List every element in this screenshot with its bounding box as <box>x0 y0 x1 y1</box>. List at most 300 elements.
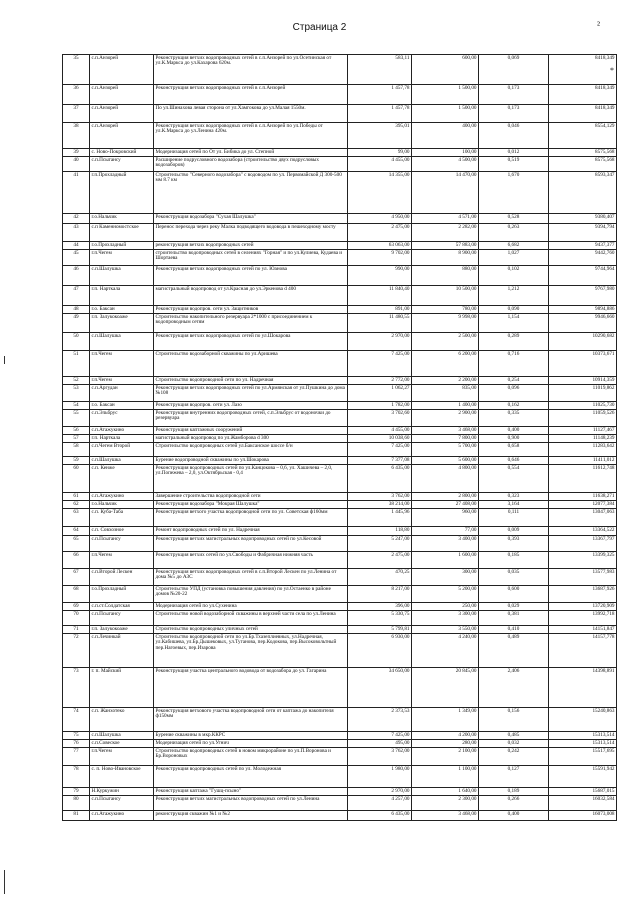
estimated-cost-cell: 63 063,00 <box>348 242 412 250</box>
settlement-cell: г.п.Прохладный <box>90 172 154 214</box>
estimated-cost-cell: 7 425,00 <box>348 443 412 457</box>
work-description-cell: Модернизация сетей по От ул. Бибика до ул. Степной <box>154 149 348 157</box>
settlement-cell: г.п.Чегем <box>90 552 154 569</box>
cumulative-cell: 15240,863 <box>549 708 617 732</box>
table-row <box>63 55 617 85</box>
share-cell: 0,032 <box>479 740 549 748</box>
cumulative-cell: 11638,271 <box>549 493 617 501</box>
row-number: 44 <box>63 242 90 250</box>
share-cell: 0,400 <box>479 427 549 435</box>
work-description-cell: Реконструкция ветхового участка водопроводной сети от каптажа до накопителя ф150мм <box>154 708 348 732</box>
estimated-cost-cell: 470,25 <box>348 569 412 586</box>
table-row <box>63 105 617 123</box>
allocated-amount-cell: 1 640,00 <box>412 788 479 796</box>
share-cell: 1,154 <box>479 314 549 333</box>
row-number: 60 <box>63 465 90 493</box>
row-number: 50 <box>63 333 90 351</box>
work-description-cell: Реконструкция водозабора "Сухая Шалушка" <box>154 214 348 224</box>
row-number: 48 <box>63 306 90 314</box>
estimated-cost-cell: 7 377,08 <box>348 457 412 465</box>
estimated-cost-cell: 990,00 <box>348 266 412 286</box>
cumulative-cell: 10373,671 <box>549 351 617 377</box>
table-row <box>63 811 617 821</box>
share-cell: 0,090 <box>479 306 549 314</box>
cumulative-cell: 14398,891 <box>549 668 617 708</box>
row-number: 56 <box>63 427 90 435</box>
cumulative-cell: 15517,695 <box>549 748 617 766</box>
allocated-amount-cell: 1 500,00 <box>412 85 479 105</box>
cumulative-cell: 15687,015 <box>549 788 617 796</box>
table-row <box>63 250 617 266</box>
row-number: 40 <box>63 157 90 172</box>
cumulative-cell: 9946,660 <box>549 314 617 333</box>
side-mark: * <box>610 66 614 75</box>
allocated-amount-cell: 6 200,00 <box>412 351 479 377</box>
work-description-cell: Строительство водопроводных сетей ул.Баксанское шоссе б/н <box>154 443 348 457</box>
estimated-cost-cell: 1 062,27 <box>348 385 412 402</box>
share-cell: 3,164 <box>479 501 549 509</box>
settlement-cell: с.п.ст.Солдатская <box>90 603 154 611</box>
allocated-amount-cell: 7 800,00 <box>412 435 479 443</box>
allocated-amount-cell: 2 100,00 <box>412 748 479 766</box>
cumulative-cell: 9767,980 <box>549 286 617 306</box>
table-row <box>63 172 617 214</box>
work-description-cell: Реконструкция ветхих водопроводных сетей в с.п.Второй Лескен по ул.Ленина от дома №5 до АЗС <box>154 569 348 586</box>
allocated-amount-cell: 780,00 <box>412 306 479 314</box>
allocated-amount-cell: 960,00 <box>412 509 479 527</box>
table-row <box>63 748 617 766</box>
share-cell: 2,406 <box>479 668 549 708</box>
table-row <box>63 708 617 732</box>
settlement-cell: с.п.Лечинкай <box>90 634 154 668</box>
share-cell: 0,096 <box>479 385 549 402</box>
share-cell: 0,162 <box>479 402 549 410</box>
share-cell: 1,212 <box>479 286 549 306</box>
allocated-amount-cell: 4 800,00 <box>412 465 479 493</box>
cumulative-cell: 11025,730 <box>549 402 617 410</box>
settlement-cell: с.п.Анзорей <box>90 55 154 85</box>
allocated-amount-cell: 2 500,00 <box>412 333 479 351</box>
share-cell: 0,111 <box>479 509 549 527</box>
table-row <box>63 266 617 286</box>
settlement-cell: г.о. Баксан <box>90 306 154 314</box>
cumulative-cell: 9437,377 <box>549 242 617 250</box>
settlement-cell: с.п.Эльбрус <box>90 410 154 427</box>
row-number: 53 <box>63 385 90 402</box>
work-description-cell: Бурение скважины в мкр.ККРС <box>154 732 348 740</box>
settlement-cell: с.п.Анзорей <box>90 105 154 123</box>
table-row <box>63 668 617 708</box>
table-row <box>63 224 617 242</box>
share-cell: 0,528 <box>479 214 549 224</box>
settlement-cell: с.п.Шалушка <box>90 457 154 465</box>
settlement-cell: г.п. Залукокоаже <box>90 314 154 333</box>
row-number: 43 <box>63 224 90 242</box>
work-description-cell: Реконструкция водопроводных сетей по ул.Канцокова – 0,6, ул. Хашичева – 2,0, ул.Попежева – 2,0, ул.Октябрьская - 0,4 <box>154 465 348 493</box>
table-row <box>63 214 617 224</box>
settlement-cell: с.п.Атажукино <box>90 493 154 501</box>
estimated-cost-cell: 7 425,00 <box>348 732 412 740</box>
cumulative-cell: 13720,909 <box>549 603 617 611</box>
estimated-cost-cell: 6 435,00 <box>348 811 412 821</box>
estimated-cost-cell: 1 457,78 <box>348 85 412 105</box>
cumulative-cell: 8575,568 <box>549 149 617 157</box>
allocated-amount-cell: 3 550,00 <box>412 626 479 634</box>
table-row <box>63 569 617 586</box>
work-description-cell: Реконструкция внутренних водопроводных сетей, с.п.Эльбрус от водоночки до резервуара <box>154 410 348 427</box>
allocated-amount-cell: 4 500,00 <box>412 157 479 172</box>
row-number: 52 <box>63 377 90 385</box>
work-description-cell: Реконструкция ветхих водопроводных сетей по ул.Шокарова <box>154 333 348 351</box>
table-row <box>63 402 617 410</box>
settlement-cell: г.п.Чегем <box>90 748 154 766</box>
estimated-cost-cell: 2 970,00 <box>348 333 412 351</box>
row-number: 55 <box>63 410 90 427</box>
work-description-cell: Реконструкция ветхих водопроводных сетей в с.п.Анзорей по ул.Победы от ул.К.Маркса до ул.Ленина 420м. <box>154 123 348 149</box>
row-number: 72 <box>63 634 90 668</box>
allocated-amount-cell: 77,00 <box>412 527 479 536</box>
settlement-cell: г.п.Чегем <box>90 250 154 266</box>
table-row <box>63 410 617 427</box>
cumulative-cell: 11019,862 <box>549 385 617 402</box>
allocated-amount-cell: 2 300,00 <box>412 796 479 811</box>
estimated-cost-cell: 583,11 <box>348 55 412 85</box>
share-cell: 0,393 <box>479 536 549 552</box>
estimated-cost-cell: 3 762,00 <box>348 493 412 501</box>
allocated-amount-cell: 8 900,00 <box>412 250 479 266</box>
estimated-cost-cell: 5 247,00 <box>348 536 412 552</box>
work-description-cell: Строительство водопроводных сетей в новом микрорайоне по ул.П.Воронова и Бр.Вороновых <box>154 748 348 766</box>
settlement-cell: г.п. Залукокоаже <box>90 626 154 634</box>
allocated-amount-cell: 1 349,00 <box>412 708 479 732</box>
cumulative-cell: 13047,063 <box>549 509 617 527</box>
allocated-amount-cell: 3 400,00 <box>412 536 479 552</box>
share-cell: 0,012 <box>479 149 549 157</box>
estimated-cost-cell: 3 762,00 <box>348 748 412 766</box>
row-number: 68 <box>63 586 90 603</box>
row-number: 62 <box>63 501 90 509</box>
work-description-cell: Реконструкция водопроводных сетей по ул. Молодежная <box>154 766 348 788</box>
table-row <box>63 527 617 536</box>
allocated-amount-cell: 880,00 <box>412 266 479 286</box>
work-description-cell: Строительство УПД (установка повышения давления) по ул.Остаенко в районе домов №20-22 <box>154 586 348 603</box>
cumulative-cell: 8418,349 <box>549 55 617 85</box>
estimated-cost-cell: 38 214,00 <box>348 501 412 509</box>
work-description-cell: По ул.Шинахова левая сторона от ул.Хамгокова до ул.Малая 1550м. <box>154 105 348 123</box>
settlement-cell: г.о.Нальчик <box>90 501 154 509</box>
cumulative-cell: 11148,239 <box>549 435 617 443</box>
work-description-cell: Реконструкция участка центрального водовода от водозабора до ул. Гагарина <box>154 668 348 708</box>
estimated-cost-cell: 9 702,00 <box>348 250 412 266</box>
estimated-cost-cell: 495,00 <box>348 740 412 748</box>
row-number: 75 <box>63 732 90 740</box>
share-cell: 0,127 <box>479 766 549 788</box>
estimated-cost-cell: 118,80 <box>348 527 412 536</box>
work-description-cell: Модернизация сетей по ул.Сухенина <box>154 603 348 611</box>
allocated-amount-cell: 1 100,00 <box>412 766 479 788</box>
row-number: 78 <box>63 766 90 788</box>
estimated-cost-cell: 6 930,00 <box>348 634 412 668</box>
table-row <box>63 435 617 443</box>
estimated-cost-cell: 4 455,00 <box>348 157 412 172</box>
cumulative-cell: 15313,514 <box>549 740 617 748</box>
settlement-cell: г.п.Чегем <box>90 377 154 385</box>
settlement-cell: с.п.Чегем Второй <box>90 443 154 457</box>
share-cell: 0,716 <box>479 351 549 377</box>
row-number: 79 <box>63 788 90 796</box>
table-row <box>63 123 617 149</box>
share-cell: 0,102 <box>479 266 549 286</box>
cumulative-cell: 11411,012 <box>549 457 617 465</box>
table-row <box>63 611 617 626</box>
table-row <box>63 333 617 351</box>
row-number: 73 <box>63 668 90 708</box>
row-number: 65 <box>63 536 90 552</box>
table-row <box>63 740 617 748</box>
allocated-amount-cell: 3 468,00 <box>412 811 479 821</box>
row-number: 47 <box>63 286 90 306</box>
allocated-amount-cell: 1 600,00 <box>412 552 479 569</box>
margin-tick <box>4 356 5 364</box>
estimated-cost-cell: 6 435,00 <box>348 465 412 493</box>
settlement-cell: с.п.Атажукино <box>90 427 154 435</box>
settlement-cell: с.п Каменномостское <box>90 224 154 242</box>
cumulative-cell: 11283,642 <box>549 443 617 457</box>
estimated-cost-cell: 395,01 <box>348 123 412 149</box>
settlement-cell: с. Ново-Покровский <box>90 149 154 157</box>
share-cell: 0,189 <box>479 788 549 796</box>
estimated-cost-cell: 4 455,00 <box>348 427 412 435</box>
estimated-cost-cell: 11 840,40 <box>348 286 412 306</box>
cumulative-cell: 9894,886 <box>549 306 617 314</box>
table-row <box>63 603 617 611</box>
share-cell: 0,485 <box>479 732 549 740</box>
work-description-cell: Модернизация сетей по ул.Угнич <box>154 740 348 748</box>
settlement-cell: с.п.Анзорей <box>90 85 154 105</box>
share-cell: 0,600 <box>479 586 549 603</box>
cumulative-cell: 13399,325 <box>549 552 617 569</box>
settlement-cell: с. п. Ново-Ивановское <box>90 766 154 788</box>
estimated-cost-cell: 99,00 <box>348 149 412 157</box>
allocated-amount-cell: 5 200,00 <box>412 586 479 603</box>
allocated-amount-cell: 400,00 <box>412 123 479 149</box>
settlement-cell: г.п. Нарткала <box>90 435 154 443</box>
share-cell: 6,682 <box>479 242 549 250</box>
cumulative-cell: 13687,926 <box>549 586 617 603</box>
estimated-cost-cell: 5 799,81 <box>348 626 412 634</box>
work-description-cell: Бурение водопроводной скважины по ул.Шокарова <box>154 457 348 465</box>
cumulative-cell: 13364,522 <box>549 527 617 536</box>
share-cell: 0,035 <box>479 569 549 586</box>
row-number: 70 <box>63 611 90 626</box>
row-number: 51 <box>63 351 90 377</box>
work-description-cell: Реконструкция водозабора "Мокрая Шалушка" <box>154 501 348 509</box>
row-number: 81 <box>63 811 90 821</box>
share-cell: 1,670 <box>479 172 549 214</box>
work-description-cell: Реконструкция ветхого участка водопроводной сети по ул. Советская ф160мм <box>154 509 348 527</box>
estimated-cost-cell: 4 257,00 <box>348 796 412 811</box>
row-number: 69 <box>63 603 90 611</box>
row-number: 45 <box>63 250 90 266</box>
work-description-cell: реконструкция скважин №1 и №2 <box>154 811 348 821</box>
allocated-amount-cell: 5 600,00 <box>412 457 479 465</box>
estimated-cost-cell: 10 038,60 <box>348 435 412 443</box>
table-row <box>63 314 617 333</box>
row-number: 41 <box>63 172 90 214</box>
estimated-cost-cell: 1 980,00 <box>348 766 412 788</box>
share-cell: 0,156 <box>479 708 549 732</box>
cumulative-cell: 9394,794 <box>549 224 617 242</box>
work-description-cell: Реконструкция ветхих магистральных водопроводных сетей по ул.Ленина <box>154 796 348 811</box>
share-cell: 0,489 <box>479 634 549 668</box>
work-description-cell: Ремонт водопроводных сетей по ул. Надречная <box>154 527 348 536</box>
estimated-cost-cell: 3 702,60 <box>348 410 412 427</box>
row-number: 42 <box>63 214 90 224</box>
projects-table <box>62 54 617 821</box>
table-row <box>63 501 617 509</box>
table-row <box>63 493 617 501</box>
cumulative-cell: 16073,008 <box>549 811 617 821</box>
row-number: 35 <box>63 55 90 85</box>
settlement-cell: с.п.Совеское <box>90 740 154 748</box>
table-row <box>63 626 617 634</box>
table-row <box>63 242 617 250</box>
table-row <box>63 377 617 385</box>
cumulative-cell: 11612,748 <box>549 465 617 493</box>
share-cell: 1,027 <box>479 250 549 266</box>
work-description-cell: Строительство водозаборной скважины по ул.Аришева <box>154 351 348 377</box>
table-row <box>63 788 617 796</box>
work-description-cell: Реконструкция водопров. сети ул. Защитников <box>154 306 348 314</box>
share-cell: 0,254 <box>479 377 549 385</box>
estimated-cost-cell: 5 330,75 <box>348 611 412 626</box>
table-row <box>63 149 617 157</box>
row-number: 76 <box>63 740 90 748</box>
allocated-amount-cell: 600,00 <box>412 55 479 85</box>
table-row <box>63 796 617 811</box>
cumulative-cell: 12077,384 <box>549 501 617 509</box>
projects-table-body <box>63 55 617 821</box>
settlement-cell: с.п.Псыгансу <box>90 796 154 811</box>
page-title: Страница 2 <box>292 22 347 33</box>
allocated-amount-cell: 57 883,00 <box>412 242 479 250</box>
allocated-amount-cell: 250,00 <box>412 603 479 611</box>
settlement-cell: г.о.Прохладный <box>90 586 154 603</box>
allocated-amount-cell: 100,00 <box>412 149 479 157</box>
settlement-cell: г.о.Прохладный <box>90 242 154 250</box>
share-cell: 0,410 <box>479 626 549 634</box>
table-row <box>63 457 617 465</box>
settlement-cell: г. п. Майский <box>90 668 154 708</box>
allocated-amount-cell: 300,00 <box>412 569 479 586</box>
table-row <box>63 536 617 552</box>
allocated-amount-cell: 835,00 <box>412 385 479 402</box>
allocated-amount-cell: 1 400,00 <box>412 402 479 410</box>
estimated-cost-cell: 891,00 <box>348 306 412 314</box>
table-row <box>63 85 617 105</box>
settlement-cell: с.п.Псыгансу <box>90 157 154 172</box>
work-description-cell: Строительство водопроводных уличных сетей <box>154 626 348 634</box>
cumulative-cell: 8575,568 <box>549 157 617 172</box>
cumulative-cell: 9380,407 <box>549 214 617 224</box>
margin-tick <box>4 870 5 894</box>
share-cell: 0,029 <box>479 603 549 611</box>
work-description-cell: Реконструкция каптажных сооружений <box>154 427 348 435</box>
cumulative-cell: 9744,964 <box>549 266 617 286</box>
share-cell: 0,400 <box>479 811 549 821</box>
row-number: 49 <box>63 314 90 333</box>
cumulative-cell: 13577,983 <box>549 569 617 586</box>
estimated-cost-cell: 14 355,00 <box>348 172 412 214</box>
table-row <box>63 766 617 788</box>
settlement-cell: с.п.Шалушка <box>90 266 154 286</box>
work-description-cell: Реконструкция ветхих магистральных водопроводных сетей по ул.Кесовой <box>154 536 348 552</box>
work-description-cell: реконструкция ветхих водопроводных сетей <box>154 242 348 250</box>
settlement-cell: г.п. Нарткала <box>90 286 154 306</box>
settlement-cell: с.п. Совхозное <box>90 527 154 536</box>
table-row <box>63 427 617 435</box>
settlement-cell: с.п.Анзорей <box>90 123 154 149</box>
share-cell: 0,242 <box>479 748 549 766</box>
estimated-cost-cell: 396,00 <box>348 603 412 611</box>
row-number: 74 <box>63 708 90 732</box>
row-number: 80 <box>63 796 90 811</box>
row-number: 57 <box>63 435 90 443</box>
share-cell: 0,009 <box>479 527 549 536</box>
share-cell: 0,173 <box>479 85 549 105</box>
share-cell: 0,900 <box>479 435 549 443</box>
work-description-cell: магистральный водопровод по ул.Жамборова d 300 <box>154 435 348 443</box>
settlement-cell: с.п.Второй Лескен <box>90 569 154 586</box>
estimated-cost-cell: 1 445,96 <box>348 509 412 527</box>
row-number: 39 <box>63 149 90 157</box>
row-number: 61 <box>63 493 90 501</box>
share-cell: 0,381 <box>479 611 549 626</box>
share-cell: 0,185 <box>479 552 549 569</box>
cumulative-cell: 15313,514 <box>549 732 617 740</box>
share-cell: 0,335 <box>479 410 549 427</box>
estimated-cost-cell: 2 772,00 <box>348 377 412 385</box>
estimated-cost-cell: 7 425,00 <box>348 351 412 377</box>
allocated-amount-cell: 3 300,00 <box>412 611 479 626</box>
cumulative-cell: 13367,797 <box>549 536 617 552</box>
work-description-cell: Расширение подрусловного водозабора (строительство двух подрусловых водозаборов) <box>154 157 348 172</box>
row-number: 64 <box>63 527 90 536</box>
settlement-cell: с.п.Аргудан <box>90 385 154 402</box>
estimated-cost-cell: 2 475,00 <box>348 552 412 569</box>
settlement-cell: г.п.Чегем <box>90 351 154 377</box>
allocated-amount-cell: 4 240,00 <box>412 634 479 668</box>
work-description-cell: Строительство накопительного резервуара 2*1000 с присоединением к водопроводным сетям <box>154 314 348 333</box>
work-description-cell: Реконструкция ветхих водопроводных сетей по ул.Армянская от ул.Пушкина до дома №108 <box>154 385 348 402</box>
estimated-cost-cell: 2 475,00 <box>348 224 412 242</box>
work-description-cell: Реконструкция водопров. сети ул. Лазо <box>154 402 348 410</box>
allocated-amount-cell: 280,00 <box>412 740 479 748</box>
work-description-cell: Строительство "Северного водозабора" с водоводом по ул. Первомайской Д 300-500 мм 8.7 км <box>154 172 348 214</box>
cumulative-cell: 15591,942 <box>549 766 617 788</box>
row-number: 37 <box>63 105 90 123</box>
row-number: 71 <box>63 626 90 634</box>
row-number: 58 <box>63 443 90 457</box>
work-description-cell: Реконструкция ветхих сетей по ул.Свободы и Фабричная нижняя часть <box>154 552 348 569</box>
work-description-cell: Реконструкция ветхих водопроводных сетей в с.п.Анзорей по ул.Осетинская от ул.К.Маркса до ул.Кахарова 620м. <box>154 55 348 85</box>
estimated-cost-cell: 11 480,55 <box>348 314 412 333</box>
allocated-amount-cell: 3 468,00 <box>412 427 479 435</box>
work-description-cell: Реконструкция ветхих водопроводных сетей по ул. Юанова <box>154 266 348 286</box>
allocated-amount-cell: 2 282,00 <box>412 224 479 242</box>
share-cell: 0,069 <box>479 55 549 85</box>
allocated-amount-cell: 20 845,00 <box>412 668 479 708</box>
